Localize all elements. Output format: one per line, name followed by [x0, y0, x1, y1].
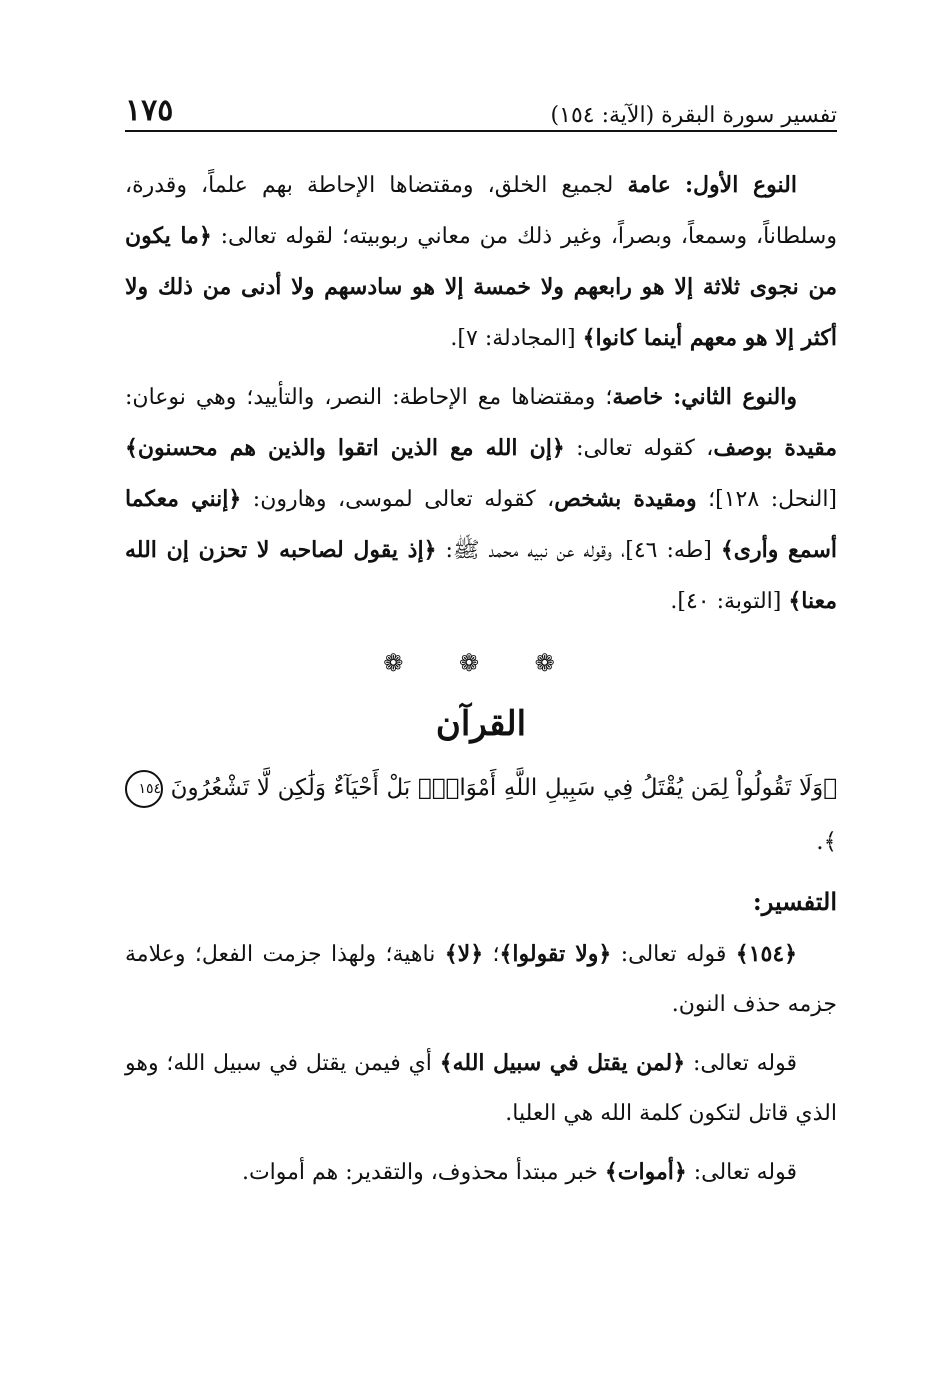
lead-term: والنوع الثاني: [673, 384, 797, 410]
verse-reference: [طه: ٤٦]، وقوله عن نبيه محمد ﷺ: [445, 538, 712, 563]
header-rule [125, 130, 837, 132]
body-text: لجميع الخلق، ومقتضاها الإحاطة بهم علماً، وقدرة، وسلطاناً، وسمعاً، وبصراً، وغير ذلك من معاني ربوبيته؛ لقوله تعالى: [125, 173, 837, 249]
verse-number: ﴿١٥٤﴾ [735, 941, 798, 967]
key-term: عامة [627, 172, 671, 198]
tafsir-paragraph-3 [125, 1147, 837, 1198]
verse-reference: [التوبة: ٤٠]. [670, 589, 782, 614]
quoted-verse: ﴿لا﴾ [444, 941, 484, 967]
ayah-number-marker: ١٥٤ [125, 770, 163, 808]
page-number: ١٧٥ [125, 93, 174, 128]
quoted-verse: ﴿إنني معكما أسمع وأرى﴾ [125, 486, 838, 563]
body-text: قوله تعالى: [693, 1160, 797, 1185]
paragraph-first-type [125, 160, 837, 364]
body-text: ، كقوله تعالى: [576, 436, 714, 461]
tafsir-paragraph-1 [125, 929, 837, 1030]
verse-reference: [النحل: ١٢٨]؛ [708, 487, 838, 512]
quoted-verse: ﴿أموات﴾ [604, 1159, 687, 1185]
paragraph-second-type [125, 372, 837, 627]
section-divider-ornaments: ❁ ❁ ❁ [383, 649, 579, 677]
quoted-verse: ﴿إن الله مع الذين اتقوا والذين هم محسنون﴾ [125, 435, 565, 461]
quoted-verse: ﴿إذ يقول لصاحبه لا تحزن إن الله معنا﴾ [125, 537, 837, 614]
key-term: خاصة [612, 384, 664, 410]
body-text: ناهية؛ ولهذا جزمت الفعل؛ وعلامة جزمه حذف النون. [125, 942, 837, 1017]
lead-term: النوع الأول: [684, 172, 797, 198]
body-text: قوله تعالى: [620, 942, 727, 967]
page-body [125, 160, 837, 1206]
quran-verse [125, 761, 837, 869]
body-text: خبر مبتدأ محذوف، والتقدير: هم أموات. [241, 1160, 598, 1185]
tafsir-paragraph-2 [125, 1038, 837, 1139]
page-header [125, 88, 837, 128]
tafsir-heading: التفسير: [752, 887, 837, 916]
body-text: أي فيمن يقتل في سبيل الله؛ وهو الذي قاتل لتكون كلمة الله هي العليا. [125, 1051, 837, 1126]
body-text: ؛ [492, 942, 500, 967]
body-text: ؛ ومقتضاها مع الإحاطة: النصر، والتأييد؛ وهي نوعان: [125, 385, 613, 410]
key-term: ومقيدة بشخص [554, 486, 697, 512]
key-term: مقيدة بوصف [713, 435, 837, 461]
body-text: ، كقوله تعالى لموسى، وهارون: [252, 487, 555, 512]
body-text: قوله تعالى: [692, 1051, 798, 1076]
section-title: القرآن [435, 704, 527, 744]
quran-verse-text: ﴿وَلَا تَقُولُواْ لِمَن يُقْتَلُ فِي سَبِيلِ اللَّهِ أَمْوَاتٌۢ بَلْ أَحْيَآءٌ وَلَٰكِن لَّا تَشْعُرُونَ [170, 775, 838, 801]
verse-reference: [المجادلة: ٧]. [450, 326, 576, 351]
quoted-verse: ﴿لمن يقتل في سبيل الله﴾ [439, 1050, 686, 1076]
running-title: تفسير سورة البقرة (الآية: ١٥٤) [550, 103, 837, 128]
quran-verse-close: ﴾. [816, 829, 837, 855]
quoted-verse: ﴿ما يكون من نجوى ثلاثة إلا هو رابعهم ولا خمسة إلا هو سادسهم ولا أدنى من ذلك ولا أكثر إلا هو معهم أينما كانوا﴾ [125, 223, 837, 351]
quoted-verse: ﴿ولا تقولوا﴾ [499, 941, 612, 967]
